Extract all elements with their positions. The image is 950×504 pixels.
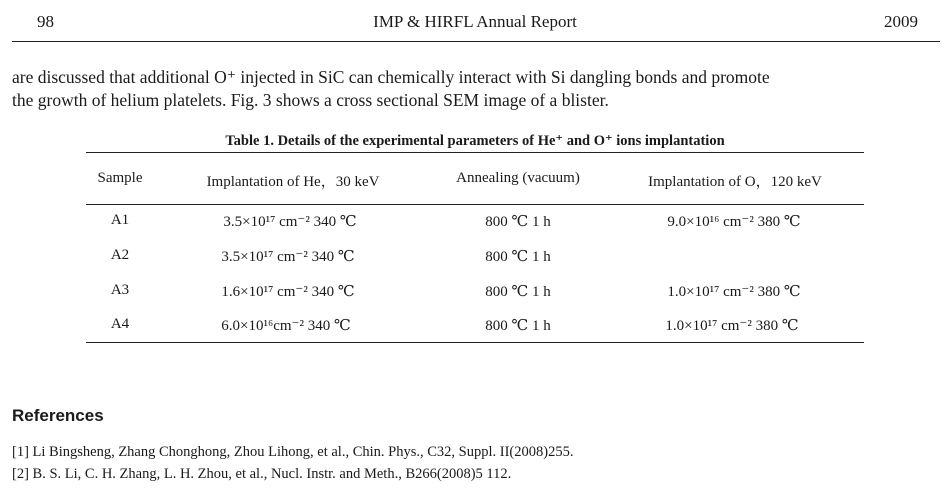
annealing-cell: 800 ℃ 1 h — [485, 214, 551, 230]
header-rule — [12, 41, 940, 42]
annealing-cell: 800 ℃ 1 h — [485, 284, 551, 300]
column-header-annealing: Annealing (vacuum) — [456, 170, 580, 186]
he-implantation-cell: 3.5×10¹⁷ cm⁻² 340 ℃ — [223, 214, 357, 230]
references-heading: References — [12, 406, 104, 425]
report-year: 2009 — [884, 12, 918, 31]
table-bottom-rule — [86, 342, 864, 343]
sample-cell: A2 — [110, 247, 130, 263]
sample-cell: A3 — [110, 282, 130, 298]
body-line: are discussed that additional O⁺ injected in SiC can chemically interact with Si dangling bonds and promote — [12, 67, 770, 87]
o-implantation-cell: 1.0×10¹⁷ cm⁻² 380 ℃ — [667, 284, 801, 300]
body-line: the growth of helium platelets. Fig. 3 shows a cross sectional SEM image of a blister. — [12, 90, 609, 110]
column-header-sample: Sample — [97, 170, 143, 186]
he-implantation-cell: 3.5×10¹⁷ cm⁻² 340 ℃ — [221, 249, 355, 265]
page-number: 98 — [37, 12, 54, 31]
table-header-rule — [86, 204, 864, 205]
page-header — [0, 12, 950, 38]
body-paragraph — [12, 66, 942, 112]
column-header-he-implantation: Implantation of He，30 keV — [206, 174, 380, 190]
reference-item: [2] B. S. Li, C. H. Zhang, L. H. Zhou, et al., Nucl. Instr. and Meth., B266(2008)5 112. — [12, 466, 512, 482]
he-implantation-cell: 6.0×10¹⁶cm⁻² 340 ℃ — [221, 318, 351, 334]
annealing-cell: 800 ℃ 1 h — [485, 249, 551, 265]
sample-cell: A4 — [110, 316, 130, 332]
sample-cell: A1 — [110, 212, 130, 228]
table-caption: Table 1. Details of the experimental parameters of He⁺ and O⁺ ions implantation — [225, 133, 725, 149]
table-top-rule — [86, 152, 864, 153]
he-implantation-cell: 1.6×10¹⁷ cm⁻² 340 ℃ — [221, 284, 355, 300]
column-header-o-implantation: Implantation of O，120 keV — [648, 174, 822, 190]
annealing-cell: 800 ℃ 1 h — [485, 318, 551, 334]
o-implantation-cell: 9.0×10¹⁶ cm⁻² 380 ℃ — [667, 214, 801, 230]
o-implantation-cell: 1.0×10¹⁷ cm⁻² 380 ℃ — [665, 318, 799, 334]
reference-item: [1] Li Bingsheng, Zhang Chonghong, Zhou Lihong, et al., Chin. Phys., C32, Suppl. II(2008)255. — [12, 444, 574, 460]
running-title: IMP & HIRFL Annual Report — [373, 12, 577, 31]
